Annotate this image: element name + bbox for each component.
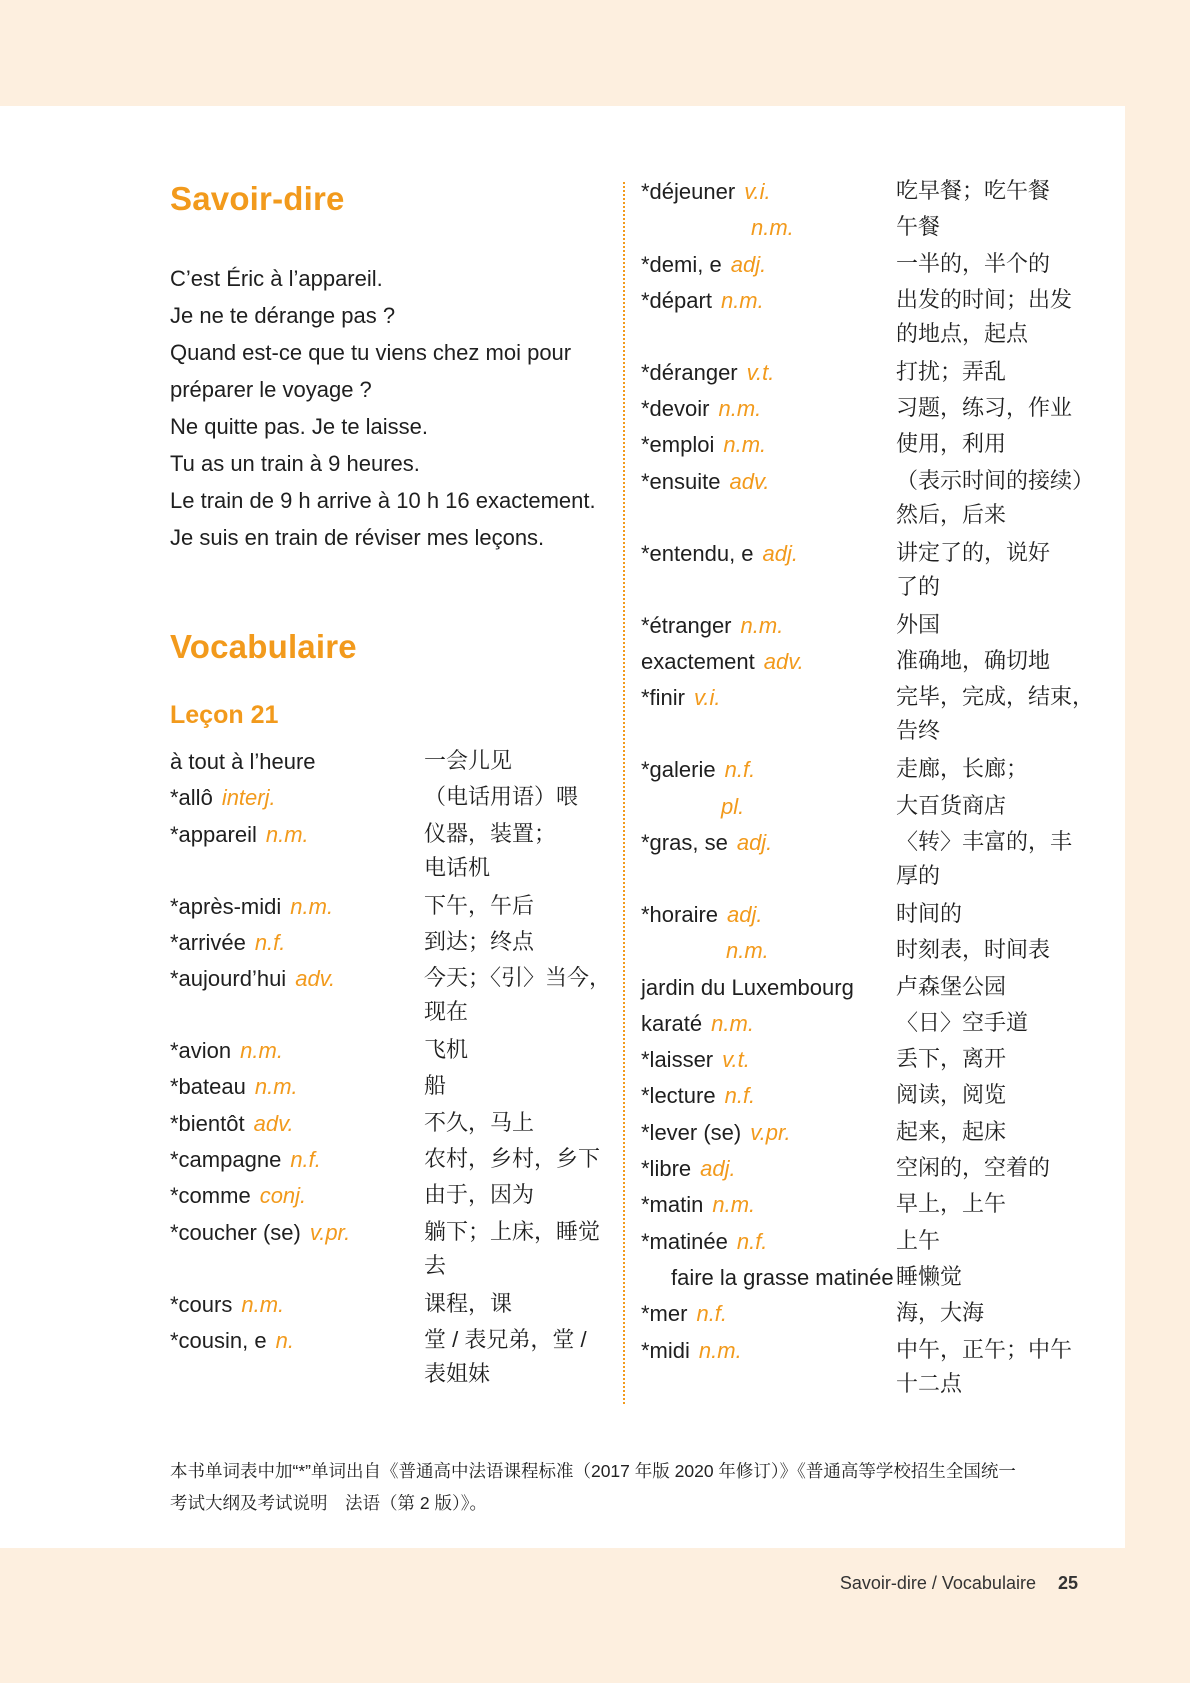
part-of-speech: adv. bbox=[295, 966, 336, 992]
vocab-term bbox=[641, 644, 804, 680]
vocab-entry bbox=[170, 1106, 610, 1142]
part-of-speech: n.m. bbox=[720, 287, 764, 313]
translation-line: 丢下，离开 bbox=[896, 1046, 1007, 1072]
vocab-entry bbox=[641, 1333, 1096, 1405]
translation-line: 的地点，起点 bbox=[896, 320, 1029, 346]
vocab-term bbox=[170, 744, 316, 780]
vocab-entry bbox=[170, 925, 610, 961]
part-of-speech: adj. bbox=[700, 1156, 736, 1182]
vocab-entry bbox=[170, 1215, 610, 1287]
translation-line: 躺下；上床，睡觉 bbox=[424, 1218, 601, 1244]
vocab-word: *emploi bbox=[641, 432, 715, 458]
phrase: Tu as un train à 9 heures. bbox=[170, 451, 420, 476]
translation-line: 卢森堡公园 bbox=[896, 973, 1007, 999]
translation-line: 不久，马上 bbox=[424, 1109, 535, 1135]
vocab-entry bbox=[641, 536, 1096, 608]
part-of-speech: adj. bbox=[727, 901, 763, 927]
vocab-term bbox=[751, 210, 794, 246]
vocab-word: *après-midi bbox=[170, 893, 282, 919]
vocab-translation bbox=[896, 1187, 1006, 1221]
part-of-speech: n.m. bbox=[723, 432, 767, 458]
vocab-entry bbox=[170, 780, 610, 816]
part-of-speech: n.m. bbox=[265, 821, 309, 847]
vocab-translation bbox=[896, 536, 1050, 604]
part-of-speech: conj. bbox=[259, 1183, 307, 1209]
vocab-translation bbox=[896, 247, 1050, 281]
translation-line: 到达；终点 bbox=[424, 928, 535, 954]
vocab-word: *bientôt bbox=[170, 1110, 245, 1136]
part-of-speech: v.t. bbox=[722, 1047, 750, 1073]
translation-line: 大百货商店 bbox=[896, 792, 1007, 818]
part-of-speech: adv. bbox=[763, 649, 804, 675]
part-of-speech: n.f. bbox=[696, 1301, 728, 1327]
translation-line: 打扰；弄乱 bbox=[896, 358, 1007, 384]
translation-line: 十二点 bbox=[896, 1370, 963, 1396]
vocab-translation bbox=[424, 1033, 468, 1067]
vocab-translation bbox=[896, 174, 1050, 208]
part-of-speech: n.m. bbox=[712, 1192, 756, 1218]
vocab-term bbox=[641, 970, 854, 1006]
vocab-translation bbox=[896, 355, 1006, 389]
part-of-speech: v.t. bbox=[746, 359, 775, 385]
vocab-term bbox=[641, 247, 766, 283]
vocab-entry bbox=[170, 1287, 610, 1323]
vocab-translation bbox=[896, 1151, 1050, 1185]
vocab-translation bbox=[896, 1333, 1072, 1401]
translation-line: 时间的 bbox=[896, 900, 963, 926]
part-of-speech: n.m. bbox=[254, 1074, 298, 1100]
page-footer bbox=[840, 1573, 1078, 1594]
translation-line: 起来，起床 bbox=[896, 1118, 1007, 1144]
vocab-entry bbox=[641, 1006, 1096, 1042]
vocab-translation bbox=[424, 1178, 534, 1212]
vocab-word: *coucher (se) bbox=[170, 1219, 301, 1245]
vocab-translation bbox=[896, 210, 940, 244]
vocab-entry bbox=[641, 1115, 1096, 1151]
vocab-entry bbox=[170, 744, 610, 780]
translation-line: 由于，因为 bbox=[424, 1182, 535, 1208]
vocab-entry bbox=[641, 789, 1096, 825]
vocab-translation bbox=[896, 1078, 1006, 1112]
vocab-translation bbox=[896, 1042, 1006, 1076]
vocab-entry bbox=[641, 1151, 1096, 1187]
vocab-term bbox=[641, 391, 761, 427]
vocabulaire-title: Vocabulaire bbox=[170, 628, 357, 665]
vocab-word: exactement bbox=[641, 649, 755, 675]
vocab-word: *finir bbox=[641, 685, 686, 711]
vocab-term bbox=[721, 789, 744, 825]
vocab-term bbox=[641, 752, 755, 788]
vocab-word: *lever (se) bbox=[641, 1119, 742, 1145]
vocab-term bbox=[641, 464, 769, 500]
vocab-term bbox=[641, 427, 766, 463]
vocab-entry bbox=[641, 174, 1096, 210]
vocab-entry bbox=[641, 752, 1096, 788]
translation-line: 海，大海 bbox=[896, 1300, 985, 1326]
translation-line: 告终 bbox=[896, 718, 941, 744]
translation-line: 堂 / 表兄弟，堂 / bbox=[424, 1326, 587, 1352]
part-of-speech: adj. bbox=[736, 829, 773, 855]
vocab-term bbox=[641, 1333, 742, 1369]
part-of-speech: n.f. bbox=[724, 757, 756, 783]
translation-line: 中午，正午；中午 bbox=[896, 1336, 1073, 1362]
translation-line: 完毕，完成，结束， bbox=[896, 684, 1095, 710]
part-of-speech: n.m. bbox=[726, 938, 769, 964]
part-of-speech: n.f. bbox=[290, 1147, 321, 1173]
vocab-entry bbox=[641, 1224, 1096, 1260]
vocab-term bbox=[641, 1296, 727, 1332]
vocab-term bbox=[170, 925, 285, 961]
translation-line: 〈日〉空手道 bbox=[896, 1009, 1029, 1035]
part-of-speech: n.m. bbox=[740, 612, 784, 638]
vocab-translation bbox=[896, 897, 962, 931]
part-of-speech: n.m. bbox=[698, 1337, 742, 1363]
vocab-translation bbox=[896, 1224, 940, 1258]
vocab-term bbox=[641, 680, 721, 716]
vocab-word: *mer bbox=[641, 1301, 688, 1327]
vocab-entry bbox=[641, 464, 1096, 536]
vocab-word: *gras, se bbox=[641, 829, 728, 855]
vocab-translation bbox=[896, 1296, 984, 1330]
vocab-entry bbox=[170, 1069, 610, 1105]
vocab-term bbox=[641, 536, 798, 572]
vocab-entry bbox=[641, 1260, 1096, 1296]
part-of-speech: n.f. bbox=[724, 1083, 756, 1109]
vocab-word: *déranger bbox=[641, 359, 738, 385]
translation-line: （表示时间的接续） bbox=[896, 467, 1095, 493]
vocab-entry bbox=[170, 1323, 610, 1395]
phrase: Le train de 9 h arrive à 10 h 16 exactement. bbox=[170, 488, 596, 513]
part-of-speech: n.m. bbox=[290, 893, 334, 919]
vocab-entry bbox=[641, 283, 1096, 355]
vocab-term bbox=[170, 1033, 283, 1069]
vocab-entry bbox=[641, 933, 1096, 969]
vocab-translation bbox=[896, 1115, 1006, 1149]
translation-line: 上午 bbox=[896, 1227, 941, 1253]
vocab-translation bbox=[896, 391, 1072, 425]
vocab-term bbox=[170, 1323, 294, 1359]
part-of-speech: n.m. bbox=[718, 396, 762, 422]
part-of-speech: n.m. bbox=[711, 1010, 754, 1036]
vocab-translation bbox=[896, 933, 1050, 967]
part-of-speech: adj. bbox=[730, 251, 767, 277]
phrase: Ne quitte pas. Je te laisse. bbox=[170, 414, 429, 439]
translation-line: 一半的，半个的 bbox=[896, 250, 1051, 276]
vocab-word: *lecture bbox=[641, 1083, 716, 1109]
footer-section: Savoir-dire / Vocabulaire bbox=[839, 1573, 1036, 1593]
vocab-term bbox=[641, 1151, 736, 1187]
vocab-word: jardin du Luxembourg bbox=[641, 974, 854, 1000]
translation-line: 出发的时间；出发 bbox=[896, 286, 1073, 312]
vocab-term bbox=[641, 1224, 767, 1260]
translation-line: 走廊，长廊； bbox=[896, 756, 1029, 782]
vocab-term bbox=[170, 780, 276, 816]
phrase: C’est Éric à l’appareil. bbox=[170, 266, 383, 291]
part-of-speech: adj. bbox=[762, 540, 799, 566]
part-of-speech: adv. bbox=[729, 468, 770, 494]
vocab-word: *avion bbox=[170, 1038, 232, 1064]
vocab-term bbox=[641, 1115, 791, 1151]
vocab-entry bbox=[170, 817, 610, 889]
vocab-word: *midi bbox=[641, 1337, 690, 1363]
vocab-entry bbox=[641, 427, 1096, 463]
vocab-entry bbox=[641, 247, 1096, 283]
vocab-word: *matinée bbox=[641, 1228, 728, 1254]
translation-line: 讲定了的，说好 bbox=[896, 539, 1051, 565]
footnote bbox=[170, 1455, 1090, 1519]
column-divider bbox=[623, 182, 625, 1404]
vocab-term bbox=[170, 1178, 306, 1214]
vocab-entry bbox=[641, 970, 1096, 1006]
vocab-term bbox=[641, 1042, 750, 1078]
part-of-speech: n.m. bbox=[240, 1038, 283, 1064]
translation-line: 〈转〉丰富的，丰 bbox=[896, 828, 1073, 854]
part-of-speech: n.m. bbox=[241, 1291, 285, 1317]
translation-line: 去 bbox=[424, 1252, 447, 1278]
vocab-list-right bbox=[641, 174, 1096, 1405]
savoir-dire-title: Savoir-dire bbox=[170, 180, 345, 217]
vocab-translation bbox=[896, 283, 1072, 351]
translation-line: 厚的 bbox=[896, 862, 941, 888]
vocab-translation bbox=[424, 925, 534, 959]
vocab-translation bbox=[424, 1215, 600, 1283]
footnote-line: 本书单词表中加“*”单词出自《普通高中法语课程标准（2017 年版 2020 年修订）》《普通高等学校招生全国统一 bbox=[170, 1461, 1016, 1481]
vocab-term bbox=[170, 889, 333, 925]
vocab-term bbox=[170, 1069, 298, 1105]
translation-line: 吃早餐；吃午餐 bbox=[896, 178, 1051, 203]
translation-line: 午餐 bbox=[896, 214, 941, 240]
part-of-speech: v.pr. bbox=[750, 1119, 791, 1145]
vocab-word: *départ bbox=[641, 287, 712, 313]
translation-line: 早上，上午 bbox=[896, 1191, 1007, 1217]
part-of-speech: pl. bbox=[721, 793, 745, 819]
part-of-speech: n.m. bbox=[751, 215, 794, 241]
vocab-translation bbox=[424, 961, 611, 1029]
phrase: Quand est-ce que tu viens chez moi pour bbox=[170, 340, 572, 365]
lesson-heading: Leçon 21 bbox=[170, 701, 279, 729]
part-of-speech: adv. bbox=[253, 1110, 294, 1136]
vocab-word: *matin bbox=[641, 1192, 704, 1218]
page-number: 25 bbox=[1057, 1573, 1078, 1593]
vocab-word: *cousin, e bbox=[170, 1327, 267, 1353]
vocab-word: *horaire bbox=[641, 901, 719, 927]
vocab-translation bbox=[896, 608, 940, 642]
vocab-entry bbox=[170, 1033, 610, 1069]
vocab-term bbox=[641, 1006, 754, 1042]
vocab-term bbox=[641, 1187, 755, 1223]
vocab-entry bbox=[641, 1187, 1096, 1223]
vocab-term bbox=[641, 608, 783, 644]
vocab-term bbox=[671, 1260, 894, 1296]
vocab-translation bbox=[896, 1006, 1028, 1040]
vocab-term bbox=[726, 933, 769, 969]
translation-line: 今天；〈引〉当今， bbox=[424, 965, 612, 991]
vocab-word: *campagne bbox=[170, 1147, 282, 1173]
vocab-word: *libre bbox=[641, 1156, 692, 1182]
translation-line: 电话机 bbox=[424, 854, 491, 880]
vocab-entry bbox=[641, 608, 1096, 644]
vocab-word: *galerie bbox=[641, 757, 716, 783]
vocab-term bbox=[170, 1106, 294, 1142]
vocab-word: *cours bbox=[170, 1291, 233, 1317]
vocab-entry bbox=[641, 1042, 1096, 1078]
vocab-entry bbox=[641, 680, 1096, 752]
vocab-entry bbox=[170, 961, 610, 1033]
translation-line: 习题，练习，作业 bbox=[896, 395, 1073, 421]
translation-line: 使用，利用 bbox=[896, 431, 1007, 457]
vocab-word: à tout à l’heure bbox=[170, 749, 316, 774]
vocab-translation bbox=[896, 427, 1006, 461]
translation-line: 准确地，确切地 bbox=[896, 648, 1051, 674]
vocab-entry bbox=[641, 1078, 1096, 1114]
translation-line: 时刻表，时间表 bbox=[896, 937, 1051, 963]
vocab-term bbox=[641, 355, 774, 391]
translation-line: 仪器，装置； bbox=[424, 820, 557, 846]
vocab-translation bbox=[896, 970, 1006, 1004]
phrase-list bbox=[170, 260, 610, 556]
part-of-speech: v.pr. bbox=[309, 1219, 351, 1245]
translation-line: （电话用语）喂 bbox=[424, 784, 579, 810]
vocab-word: faire la grasse matinée bbox=[671, 1264, 894, 1290]
vocab-translation bbox=[424, 1287, 512, 1321]
vocab-word: *ensuite bbox=[641, 468, 721, 494]
phrase: Je ne te dérange pas ? bbox=[170, 303, 396, 328]
translation-line: 现在 bbox=[424, 999, 469, 1025]
part-of-speech: interj. bbox=[221, 785, 276, 811]
vocab-term bbox=[170, 1287, 284, 1323]
vocab-word: *demi, e bbox=[641, 251, 722, 277]
translation-line: 课程，课 bbox=[424, 1290, 513, 1316]
vocab-term bbox=[641, 174, 771, 210]
vocab-word: *entendu, e bbox=[641, 540, 754, 566]
vocab-translation bbox=[424, 889, 534, 923]
translation-line: 表姐妹 bbox=[424, 1360, 491, 1386]
vocab-translation bbox=[896, 752, 1028, 786]
translation-line: 阅读，阅览 bbox=[896, 1082, 1007, 1108]
vocab-translation bbox=[896, 789, 1006, 823]
phrase: préparer le voyage ? bbox=[170, 377, 372, 402]
vocab-translation bbox=[424, 817, 556, 885]
translation-line: 船 bbox=[424, 1073, 447, 1099]
vocab-word: *étranger bbox=[641, 612, 732, 638]
translation-line: 了的 bbox=[896, 573, 941, 599]
vocab-term bbox=[641, 897, 763, 933]
vocab-translation bbox=[424, 744, 512, 778]
vocab-word: *bateau bbox=[170, 1074, 246, 1100]
vocab-word: *laisser bbox=[641, 1047, 714, 1073]
part-of-speech: v.i. bbox=[744, 179, 771, 204]
translation-line: 睡懒觉 bbox=[896, 1263, 963, 1289]
vocab-term bbox=[641, 825, 772, 861]
vocab-translation bbox=[424, 1323, 587, 1391]
part-of-speech: n.f. bbox=[736, 1228, 768, 1254]
vocab-translation bbox=[424, 1142, 600, 1176]
translation-line: 一会儿见 bbox=[424, 748, 513, 773]
translation-line: 然后，后来 bbox=[896, 501, 1007, 527]
vocab-entry bbox=[641, 355, 1096, 391]
part-of-speech: n.f. bbox=[254, 929, 286, 955]
vocab-entry bbox=[641, 644, 1096, 680]
part-of-speech: n. bbox=[275, 1327, 294, 1353]
vocab-entry bbox=[170, 889, 610, 925]
vocab-word: *appareil bbox=[170, 821, 257, 847]
vocab-word: *aujourd’hui bbox=[170, 966, 287, 992]
vocab-translation bbox=[896, 680, 1094, 748]
vocab-translation bbox=[896, 825, 1072, 893]
vocab-translation bbox=[896, 644, 1050, 678]
vocab-entry bbox=[170, 1142, 610, 1178]
vocab-translation bbox=[896, 1260, 962, 1294]
translation-line: 飞机 bbox=[424, 1037, 469, 1063]
vocab-translation bbox=[424, 1069, 446, 1103]
translation-line: 空闲的，空着的 bbox=[896, 1155, 1051, 1181]
vocab-entry bbox=[641, 1296, 1096, 1332]
vocab-entry bbox=[641, 825, 1096, 897]
part-of-speech: v.i. bbox=[694, 685, 721, 711]
vocab-entry bbox=[641, 391, 1096, 427]
vocab-entry bbox=[641, 897, 1096, 933]
vocab-word: *déjeuner bbox=[641, 179, 736, 204]
translation-line: 农村，乡村，乡下 bbox=[424, 1146, 601, 1172]
vocab-term bbox=[641, 1078, 755, 1114]
vocab-word: karaté bbox=[641, 1010, 703, 1036]
translation-line: 外国 bbox=[896, 611, 941, 637]
vocab-entry bbox=[641, 210, 1096, 246]
vocab-entry bbox=[170, 1178, 610, 1214]
vocab-term bbox=[170, 1215, 350, 1251]
vocab-term bbox=[170, 817, 309, 853]
vocab-word: *arrivée bbox=[170, 929, 246, 955]
phrase: Je suis en train de réviser mes leçons. bbox=[170, 525, 545, 550]
vocab-word: *comme bbox=[170, 1183, 251, 1209]
vocab-term bbox=[170, 1142, 321, 1178]
translation-line: 下午，午后 bbox=[424, 892, 535, 918]
vocab-translation bbox=[424, 1106, 534, 1140]
vocab-word: *allô bbox=[170, 785, 213, 811]
vocab-term bbox=[641, 283, 764, 319]
vocab-translation bbox=[896, 464, 1094, 532]
vocab-translation bbox=[424, 780, 578, 814]
vocab-term bbox=[170, 961, 335, 997]
footnote-line: 考试大纲及考试说明 法语（第 2 版）》。 bbox=[170, 1493, 487, 1513]
vocab-list-left bbox=[170, 744, 610, 1395]
vocab-word: *devoir bbox=[641, 396, 710, 422]
